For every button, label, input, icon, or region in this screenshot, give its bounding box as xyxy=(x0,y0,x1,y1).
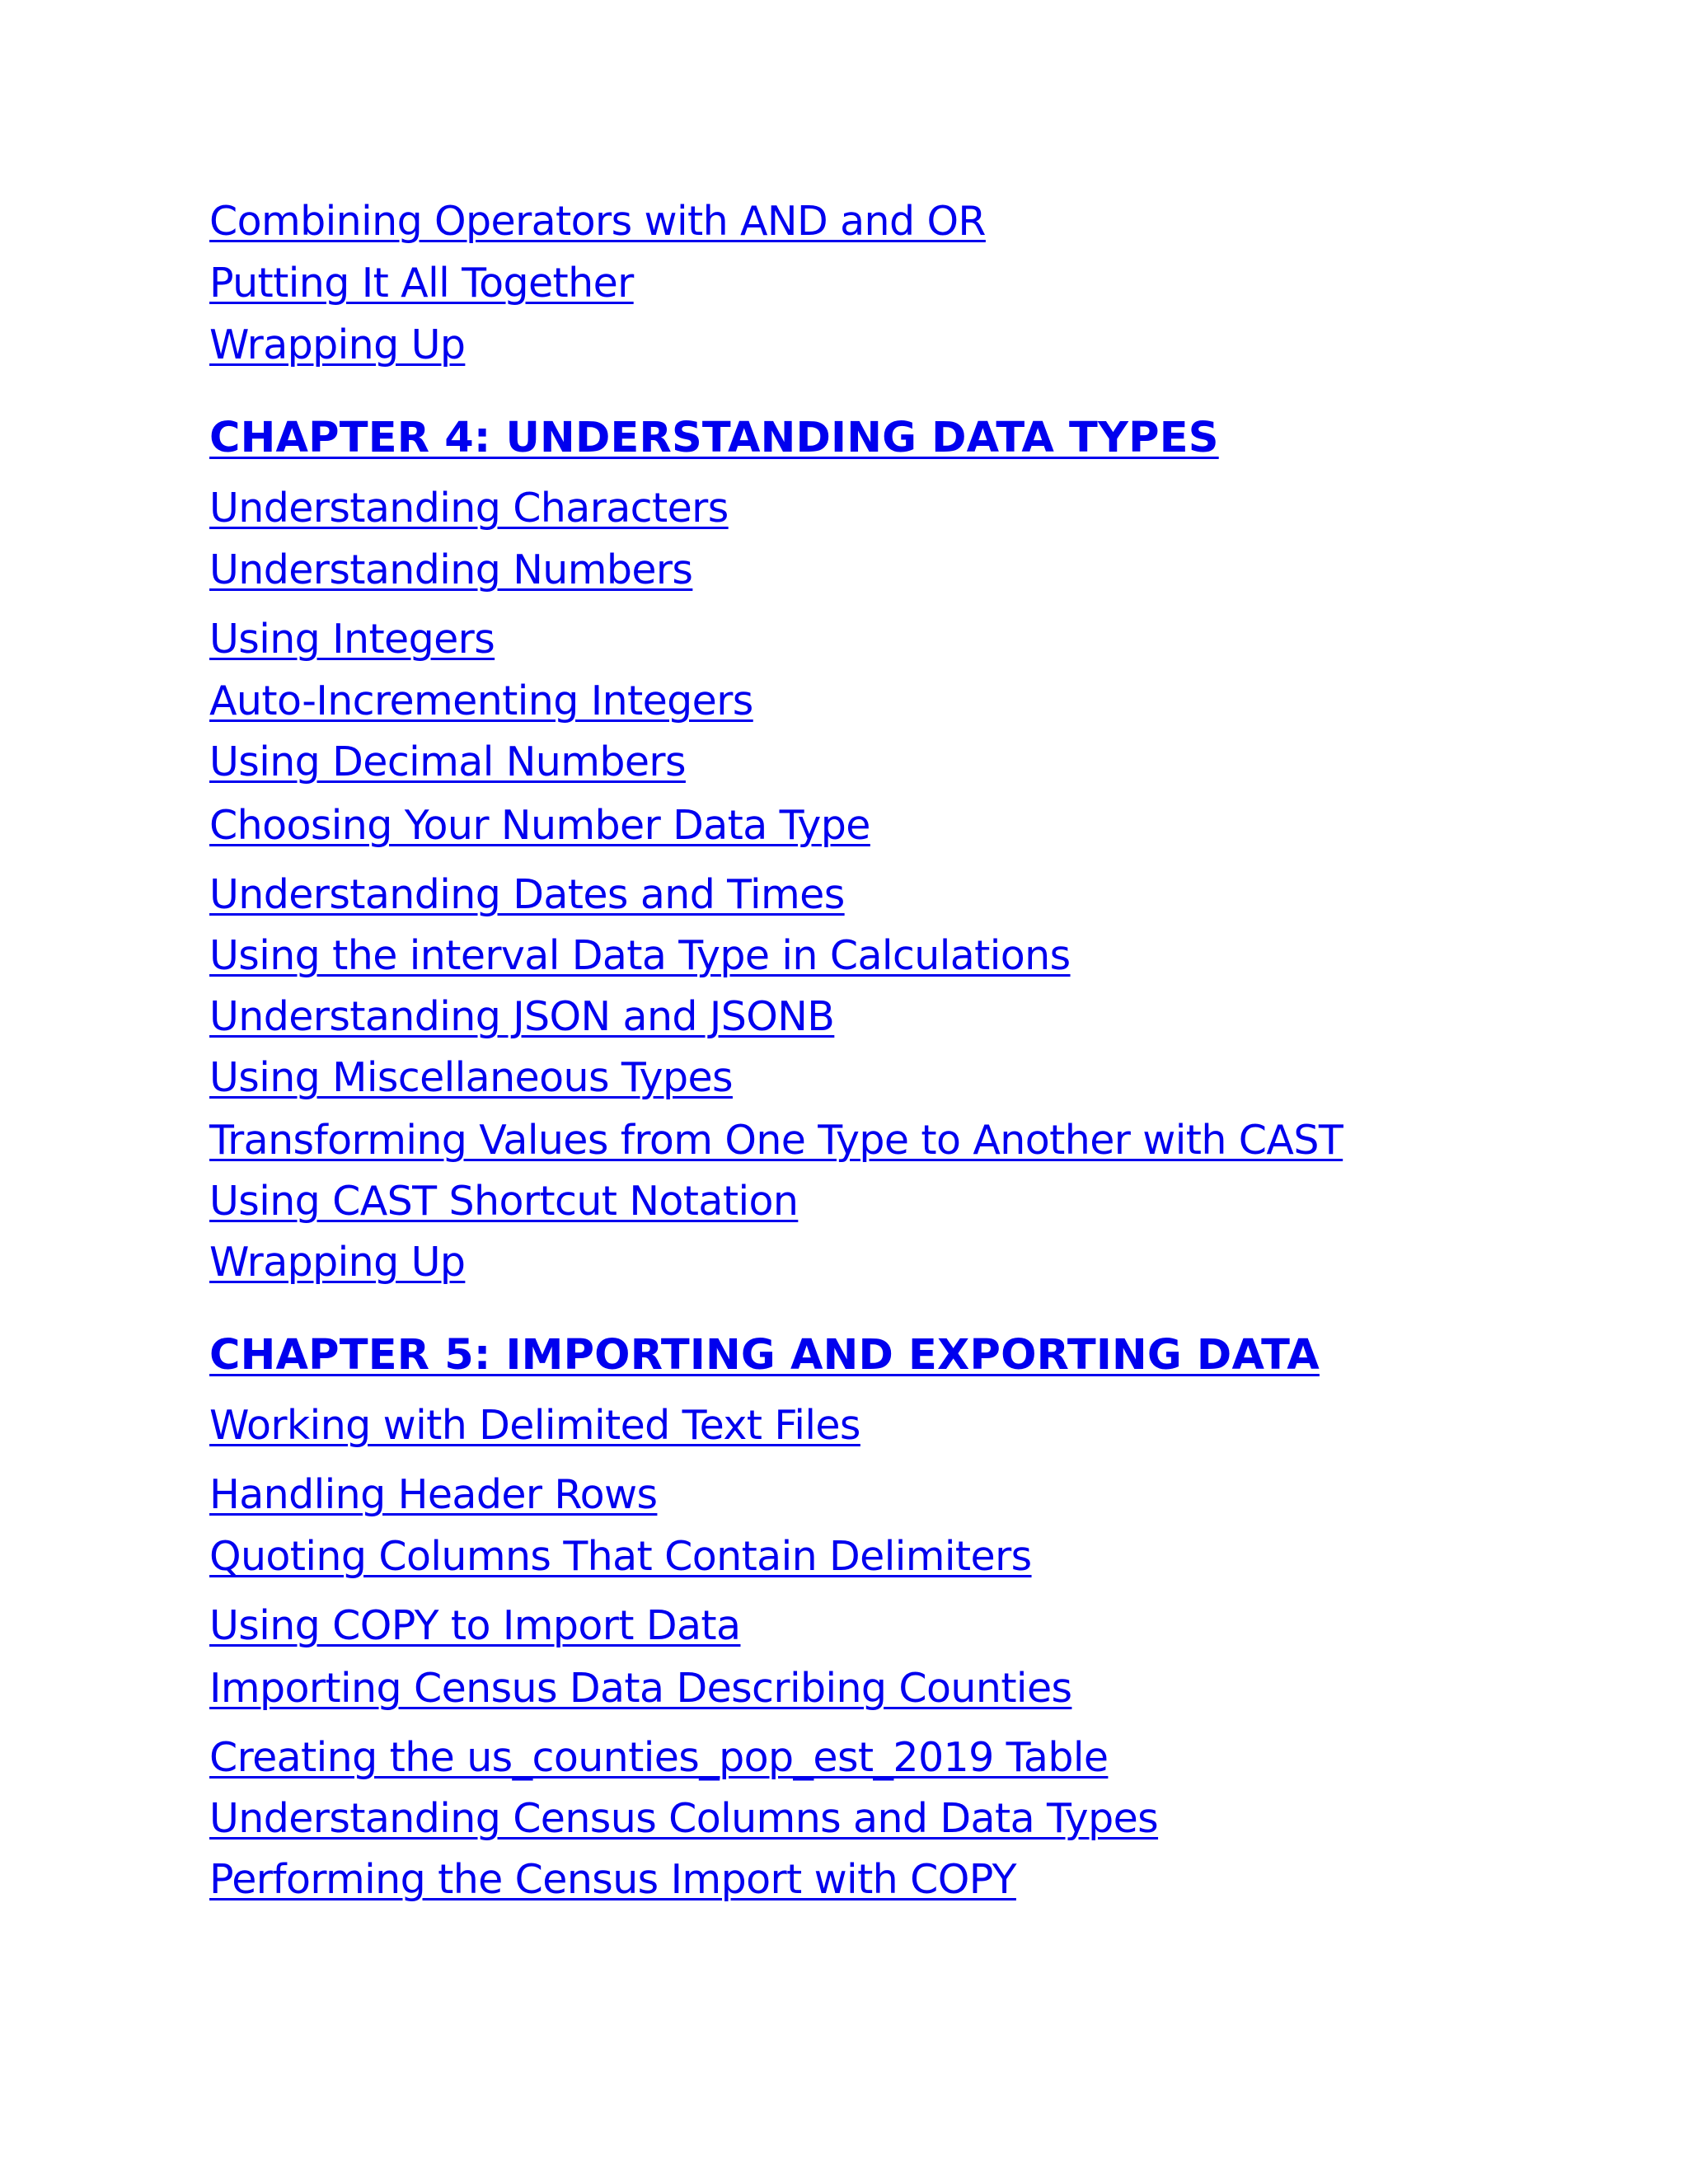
toc-link-understanding-dates-times[interactable]: Understanding Dates and Times xyxy=(209,871,845,918)
toc-link-cast-shortcut-notation[interactable]: Using CAST Shortcut Notation xyxy=(209,1178,799,1225)
toc-link-wrapping-up-ch3[interactable]: Wrapping Up xyxy=(209,321,466,368)
toc-link-creating-census-table[interactable]: Creating the us_counties_pop_est_2019 Table xyxy=(209,1734,1109,1781)
toc-link-auto-incrementing-integers[interactable]: Auto-Incrementing Integers xyxy=(209,677,753,724)
toc-link-choosing-number-data-type[interactable]: Choosing Your Number Data Type xyxy=(209,802,870,849)
toc-link-transforming-values-cast[interactable]: Transforming Values from One Type to Another with CAST xyxy=(209,1117,1343,1164)
toc-link-census-data-counties[interactable]: Importing Census Data Describing Counties xyxy=(209,1665,1072,1712)
toc-link-understanding-json[interactable]: Understanding JSON and JSONB xyxy=(209,993,835,1040)
toc-link-combining-operators[interactable]: Combining Operators with AND and OR xyxy=(209,198,986,245)
toc-link-using-integers[interactable]: Using Integers xyxy=(209,616,495,663)
toc-link-quoting-columns[interactable]: Quoting Columns That Contain Delimiters xyxy=(209,1533,1032,1580)
toc-link-miscellaneous-types[interactable]: Using Miscellaneous Types xyxy=(209,1054,733,1101)
toc-link-census-import-copy[interactable]: Performing the Census Import with COPY xyxy=(209,1856,1016,1903)
toc-link-interval-data-type[interactable]: Using the interval Data Type in Calculations xyxy=(209,932,1071,979)
toc-link-putting-it-all-together[interactable]: Putting It All Together xyxy=(209,260,634,307)
chapter-5-title[interactable]: CHAPTER 5: IMPORTING AND EXPORTING DATA xyxy=(209,1331,1320,1380)
toc-link-using-decimal-numbers[interactable]: Using Decimal Numbers xyxy=(209,738,686,785)
toc-link-census-columns-types[interactable]: Understanding Census Columns and Data Types xyxy=(209,1795,1159,1842)
toc-link-copy-import[interactable]: Using COPY to Import Data xyxy=(209,1602,741,1649)
toc-link-delimited-text-files[interactable]: Working with Delimited Text Files xyxy=(209,1402,860,1449)
toc-link-understanding-numbers[interactable]: Understanding Numbers xyxy=(209,546,693,593)
chapter-4-title[interactable]: CHAPTER 4: UNDERSTANDING DATA TYPES xyxy=(209,414,1219,462)
toc-link-header-rows[interactable]: Handling Header Rows xyxy=(209,1471,658,1518)
toc-link-understanding-characters[interactable]: Understanding Characters xyxy=(209,485,729,532)
toc-link-wrapping-up-ch4[interactable]: Wrapping Up xyxy=(209,1239,466,1286)
